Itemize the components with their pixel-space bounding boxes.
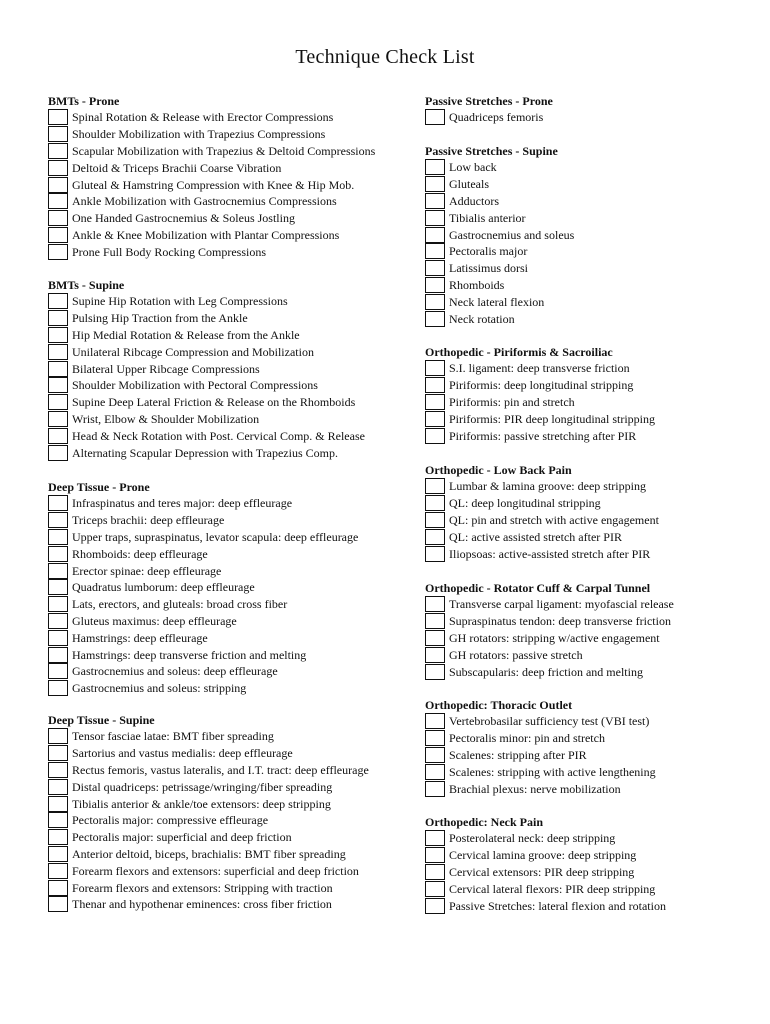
checklist-item — [425, 360, 755, 377]
checkbox[interactable] — [425, 428, 445, 444]
checklist-item-label: Bilateral Upper Ribcage Compressions — [72, 361, 260, 376]
checkbox[interactable] — [48, 177, 68, 193]
checklist-item — [48, 293, 423, 310]
checklist-item — [48, 427, 423, 444]
checkbox[interactable] — [48, 779, 68, 795]
checklist-item — [425, 847, 755, 864]
checkbox[interactable] — [48, 244, 68, 260]
checklist-item-label: Pectoralis major — [449, 244, 528, 259]
checklist-item-label: Thenar and hypothenar eminences: cross fiber friction — [72, 897, 332, 912]
checklist-item — [425, 159, 755, 176]
checklist-item — [425, 780, 755, 797]
checklist-item-label: Cervical extensors: PIR deep stripping — [449, 864, 635, 879]
checklist-item-label: Rectus femoris, vastus lateralis, and I.T. tract: deep effleurage — [72, 762, 369, 777]
checkbox[interactable] — [425, 881, 445, 897]
checkbox[interactable] — [48, 445, 68, 461]
checklist-item — [425, 545, 755, 562]
section-heading: Deep Tissue - Supine — [48, 713, 155, 727]
checklist-item — [48, 210, 423, 227]
checkbox[interactable] — [48, 327, 68, 343]
checklist-item — [48, 812, 423, 829]
checklist-item-label: Gastrocnemius and soleus — [449, 227, 575, 242]
checklist-item-label: QL: pin and stretch with active engagement — [449, 512, 659, 527]
checklist-item-label: Spinal Rotation & Release with Erector Compressions — [72, 110, 334, 125]
checkbox[interactable] — [425, 764, 445, 780]
checklist-item — [425, 596, 755, 613]
checklist-item-label: Unilateral Ribcage Compression and Mobilization — [72, 344, 314, 359]
checkbox[interactable] — [425, 546, 445, 562]
checklist-item — [425, 512, 755, 529]
checklist-item-label: Lats, erectors, and gluteals: broad cross fiber — [72, 597, 288, 612]
checkbox[interactable] — [48, 579, 68, 595]
checklist-item — [48, 495, 423, 512]
checklist-item-label: QL: deep longitudinal stripping — [449, 496, 601, 511]
checklist-item-label: GH rotators: passive stretch — [449, 647, 583, 662]
checklist-item-label: Pulsing Hip Traction from the Ankle — [72, 311, 248, 326]
checkbox[interactable] — [425, 394, 445, 410]
section-orthopedic-thoracic-outlet — [425, 697, 755, 797]
checkbox[interactable] — [425, 495, 445, 511]
checkbox[interactable] — [48, 109, 68, 125]
checkbox[interactable] — [48, 193, 68, 209]
checklist-item — [48, 529, 423, 546]
checkbox[interactable] — [425, 277, 445, 293]
checkbox[interactable] — [48, 647, 68, 663]
checkbox[interactable] — [48, 896, 68, 912]
checklist-item-label: Supraspinatus tendon: deep transverse friction — [449, 614, 671, 629]
section-heading: BMTs - Supine — [48, 278, 125, 292]
checklist-item-label: Quadratus lumborum: deep effleurage — [72, 580, 255, 595]
checklist-item — [425, 260, 755, 277]
checklist-item — [425, 193, 755, 210]
checklist-item-label: Brachial plexus: nerve mobilization — [449, 781, 621, 796]
checkbox[interactable] — [425, 781, 445, 797]
checklist-item — [425, 630, 755, 647]
checklist-item-label: Hamstrings: deep transverse friction and melting — [72, 647, 307, 662]
checklist-item-label: Low back — [449, 160, 497, 175]
checklist-item-label: Pectoralis minor: pin and stretch — [449, 731, 605, 746]
section-heading: Passive Stretches - Prone — [425, 94, 553, 108]
checklist-item-label: Subscapularis: deep friction and melting — [449, 664, 643, 679]
checkbox[interactable] — [425, 630, 445, 646]
section-bmts-prone — [48, 93, 423, 260]
checkbox[interactable] — [48, 126, 68, 142]
section-orthopedic-low-back-pain — [425, 462, 755, 562]
checklist-item-label: Anterior deltoid, biceps, brachialis: BMT fiber spreading — [72, 846, 346, 861]
checklist-item — [425, 277, 755, 294]
checklist-item-label: Hip Medial Rotation & Release from the Ankle — [72, 327, 300, 342]
checkbox[interactable] — [425, 830, 445, 846]
checklist-item — [48, 862, 423, 879]
checkbox[interactable] — [425, 613, 445, 629]
checklist-item — [425, 613, 755, 630]
checklist-item — [48, 377, 423, 394]
checklist-item — [48, 109, 423, 126]
checklist-item — [48, 143, 423, 160]
checklist-item — [48, 562, 423, 579]
section-deep-tissue-supine — [48, 712, 423, 913]
checklist-item-label: Ankle Mobilization with Gastrocnemius Compressions — [72, 194, 337, 209]
checkbox[interactable] — [425, 478, 445, 494]
checkbox[interactable] — [425, 360, 445, 376]
checklist-item-label: Posterolateral neck: deep stripping — [449, 831, 616, 846]
checklist-item — [48, 360, 423, 377]
checkbox[interactable] — [48, 745, 68, 761]
section-heading: Passive Stretches - Supine — [425, 144, 558, 158]
checkbox[interactable] — [425, 227, 445, 243]
checklist-item — [425, 427, 755, 444]
section-deep-tissue-prone — [48, 479, 423, 697]
checklist-item-label: Shoulder Mobilization with Pectoral Compressions — [72, 378, 318, 393]
checkbox[interactable] — [425, 411, 445, 427]
checklist-item-label: Infraspinatus and teres major: deep effleurage — [72, 496, 293, 511]
section-heading: Orthopedic - Low Back Pain — [425, 463, 572, 477]
checklist-item — [425, 747, 755, 764]
section-bmts-supine — [48, 277, 423, 461]
checklist-item-label: QL: active assisted stretch after PIR — [449, 529, 622, 544]
checklist-item-label: Transverse carpal ligament: myofascial release — [449, 597, 674, 612]
checklist-item — [48, 629, 423, 646]
checkbox[interactable] — [48, 680, 68, 696]
checkbox[interactable] — [425, 847, 445, 863]
checklist-item-label: GH rotators: stripping w/active engagement — [449, 630, 660, 645]
checkbox[interactable] — [48, 762, 68, 778]
section-heading: Orthopedic: Thoracic Outlet — [425, 698, 573, 712]
checklist-item — [425, 495, 755, 512]
checkbox[interactable] — [48, 227, 68, 243]
checkbox[interactable] — [425, 311, 445, 327]
checklist-item — [425, 410, 755, 427]
checklist-item — [48, 411, 423, 428]
checklist-item — [425, 663, 755, 680]
checkbox[interactable] — [48, 728, 68, 744]
checklist-item — [425, 243, 755, 260]
checklist-item-label: Iliopsoas: active-assisted stretch after PIR — [449, 546, 651, 561]
checkbox[interactable] — [48, 293, 68, 309]
checkbox[interactable] — [425, 647, 445, 663]
checklist-item — [425, 226, 755, 243]
section-heading: Orthopedic: Neck Pain — [425, 815, 543, 829]
checklist-item-label: Shoulder Mobilization with Trapezius Compressions — [72, 127, 326, 142]
checklist-item-label: Scapular Mobilization with Trapezius & Deltoid Compressions — [72, 143, 376, 158]
section-orthopedic-rotator-cuff-carpal-tunnel — [425, 580, 755, 680]
checklist-item — [48, 193, 423, 210]
page-title: Technique Check List — [295, 46, 475, 68]
checkbox[interactable] — [425, 159, 445, 175]
checklist-item-label: Neck rotation — [449, 311, 515, 326]
checklist-item — [48, 243, 423, 260]
checklist-item-label: Rhomboids — [449, 277, 505, 292]
checklist-item — [48, 613, 423, 630]
section-passive-stretches-supine — [425, 143, 755, 327]
checklist-item — [425, 109, 755, 126]
checkbox[interactable] — [425, 176, 445, 192]
checklist-item-label: Gluteals — [449, 177, 489, 192]
checkbox[interactable] — [48, 663, 68, 679]
checklist-item — [48, 444, 423, 461]
section-heading: Deep Tissue - Prone — [48, 480, 150, 494]
checklist-item-label: Quadriceps femoris — [449, 110, 544, 125]
checklist-item — [48, 343, 423, 360]
checkbox[interactable] — [48, 829, 68, 845]
checkbox[interactable] — [48, 361, 68, 377]
checkbox[interactable] — [425, 109, 445, 125]
checklist-item-label: Vertebrobasilar sufficiency test (VBI test) — [449, 714, 650, 729]
checkbox[interactable] — [425, 864, 445, 880]
checklist-item — [48, 778, 423, 795]
checkbox[interactable] — [48, 210, 68, 226]
checkbox[interactable] — [425, 260, 445, 276]
checkbox[interactable] — [425, 243, 445, 259]
checkbox[interactable] — [48, 512, 68, 528]
section-passive-stretches-prone — [425, 93, 755, 126]
checkbox[interactable] — [425, 664, 445, 680]
checklist-item — [48, 829, 423, 846]
checklist-item-label: Deltoid & Triceps Brachii Coarse Vibration — [72, 160, 282, 175]
checklist-item-label: Pectoralis major: superficial and deep friction — [72, 830, 292, 845]
checklist-item-label: Scalenes: stripping with active lengthening — [449, 764, 656, 779]
checklist-item-label: S.I. ligament: deep transverse friction — [449, 361, 630, 376]
checklist-item-label: Supine Deep Lateral Friction & Release on the Rhomboids — [72, 395, 356, 410]
checklist-item — [425, 830, 755, 847]
section-orthopedic-neck-pain — [425, 814, 755, 914]
checklist-item — [425, 394, 755, 411]
checkbox[interactable] — [48, 160, 68, 176]
checklist-item-label: Piriformis: deep longitudinal stripping — [449, 378, 634, 393]
checklist-item-label: Tibialis anterior — [449, 210, 526, 225]
checklist-item-label: Upper traps, supraspinatus, levator scapula: deep effleurage — [72, 529, 359, 544]
checkbox[interactable] — [48, 143, 68, 159]
checklist-item-label: Forearm flexors and extensors: Stripping with traction — [72, 880, 333, 895]
checklist-item — [48, 227, 423, 244]
checkbox[interactable] — [48, 630, 68, 646]
checklist-item-label: Head & Neck Rotation with Post. Cervical Comp. & Release — [72, 428, 365, 443]
checklist-item — [48, 879, 423, 896]
checkbox[interactable] — [48, 529, 68, 545]
checkbox[interactable] — [48, 596, 68, 612]
checklist-item — [48, 762, 423, 779]
checklist-item-label: Piriformis: passive stretching after PIR — [449, 428, 637, 443]
checklist-item-label: Piriformis: pin and stretch — [449, 394, 575, 409]
checkbox[interactable] — [48, 495, 68, 511]
checklist-item-label: Piriformis: PIR deep longitudinal stripping — [449, 411, 655, 426]
checkbox[interactable] — [48, 880, 68, 896]
section-heading: Orthopedic - Piriformis & Sacroiliac — [425, 345, 613, 359]
section-orthopedic-piriformis-sacroiliac — [425, 344, 755, 444]
checkbox[interactable] — [425, 512, 445, 528]
checklist-item-label: Supine Hip Rotation with Leg Compressions — [72, 294, 288, 309]
checklist-item-label: Cervical lateral flexors: PIR deep stripping — [449, 881, 656, 896]
checklist-item-label: One Handed Gastrocnemius & Soleus Jostling — [72, 211, 295, 226]
checkbox[interactable] — [48, 563, 68, 579]
checklist-item — [48, 846, 423, 863]
checklist-item — [48, 512, 423, 529]
checklist-item — [48, 394, 423, 411]
checklist-item-label: Ankle & Knee Mobilization with Plantar Compressions — [72, 227, 340, 242]
checklist-item — [48, 126, 423, 143]
checklist-item-label: Neck lateral flexion — [449, 294, 545, 309]
checklist-item — [48, 646, 423, 663]
checklist-item-label: Distal quadriceps: petrissage/wringing/fiber spreading — [72, 779, 333, 794]
checkbox[interactable] — [48, 377, 68, 393]
checkbox[interactable] — [48, 428, 68, 444]
checklist-item-label: Rhomboids: deep effleurage — [72, 546, 208, 561]
checkbox[interactable] — [48, 310, 68, 326]
checkbox[interactable] — [48, 344, 68, 360]
checklist-item — [48, 159, 423, 176]
checklist-item-label: Sartorius and vastus medialis: deep effleurage — [72, 746, 293, 761]
checklist-item-label: Pectoralis major: compressive effleurage — [72, 813, 269, 828]
checklist-item — [48, 545, 423, 562]
checklist-item-label: Scalenes: stripping after PIR — [449, 747, 587, 762]
checkbox[interactable] — [48, 863, 68, 879]
checklist-item — [48, 579, 423, 596]
checklist-item — [48, 680, 423, 697]
checkbox[interactable] — [425, 898, 445, 914]
checklist-item-label: Latissimus dorsi — [449, 261, 529, 276]
checklist-item-label: Triceps brachii: deep effleurage — [72, 513, 225, 528]
checkbox[interactable] — [425, 596, 445, 612]
section-heading: BMTs - Prone — [48, 94, 120, 108]
checklist-item — [425, 646, 755, 663]
checklist-item — [425, 864, 755, 881]
checkbox[interactable] — [425, 377, 445, 393]
checklist-item-label: Hamstrings: deep effleurage — [72, 630, 208, 645]
checklist-item — [425, 730, 755, 747]
checklist-item-label: Cervical lamina groove: deep stripping — [449, 848, 637, 863]
checkbox[interactable] — [48, 812, 68, 828]
checklist-item — [425, 713, 755, 730]
checklist-item-label: Adductors — [449, 193, 499, 208]
checklist-item-label: Prone Full Body Rocking Compressions — [72, 244, 267, 259]
checkbox[interactable] — [425, 730, 445, 746]
checklist-item — [425, 763, 755, 780]
checkbox[interactable] — [48, 796, 68, 812]
checklist-item-label: Gluteal & Hamstring Compression with Knee & Hip Mob. — [72, 177, 355, 192]
checkbox[interactable] — [48, 411, 68, 427]
checklist-item — [425, 310, 755, 327]
section-heading: Orthopedic - Rotator Cuff & Carpal Tunnel — [425, 581, 651, 595]
checklist-item — [425, 528, 755, 545]
checkbox[interactable] — [48, 394, 68, 410]
checklist-item — [48, 795, 423, 812]
checklist-item — [48, 896, 423, 913]
checkbox[interactable] — [425, 529, 445, 545]
checklist-item-label: Gastrocnemius and soleus: deep effleurage — [72, 664, 278, 679]
checklist-item — [425, 377, 755, 394]
checklist-item — [425, 897, 755, 914]
checklist-item-label: Lumbar & lamina groove: deep stripping — [449, 479, 646, 494]
checklist-item — [425, 880, 755, 897]
checkbox[interactable] — [425, 747, 445, 763]
checkbox[interactable] — [48, 546, 68, 562]
checklist-item — [48, 663, 423, 680]
checklist-item-label: Erector spinae: deep effleurage — [72, 563, 222, 578]
checkbox[interactable] — [48, 846, 68, 862]
checklist-item-label: Gluteus maximus: deep effleurage — [72, 613, 237, 628]
checkbox[interactable] — [425, 193, 445, 209]
checklist-item-label: Alternating Scapular Depression with Trapezius Comp. — [72, 445, 338, 460]
checklist-item — [425, 176, 755, 193]
checklist-item — [425, 478, 755, 495]
checklist-item — [48, 327, 423, 344]
checklist-item — [425, 293, 755, 310]
checklist-item — [425, 209, 755, 226]
checklist-item-label: Forearm flexors and extensors: superficial and deep friction — [72, 863, 359, 878]
checkbox[interactable] — [425, 713, 445, 729]
checklist-item-label: Passive Stretches: lateral flexion and rotation — [449, 898, 666, 913]
checklist-item — [48, 596, 423, 613]
checklist-item-label: Gastrocnemius and soleus: stripping — [72, 681, 247, 696]
checkbox[interactable] — [48, 613, 68, 629]
checklist-item — [48, 310, 423, 327]
checklist-item — [48, 176, 423, 193]
checklist-item-label: Tensor fasciae latae: BMT fiber spreading — [72, 729, 274, 744]
checklist-item-label: Tibialis anterior & ankle/toe extensors: deep stripping — [72, 796, 331, 811]
checkbox[interactable] — [425, 294, 445, 310]
checklist-item — [48, 745, 423, 762]
checkbox[interactable] — [425, 210, 445, 226]
checklist-item-label: Wrist, Elbow & Shoulder Mobilization — [72, 411, 260, 426]
checklist-item — [48, 728, 423, 745]
